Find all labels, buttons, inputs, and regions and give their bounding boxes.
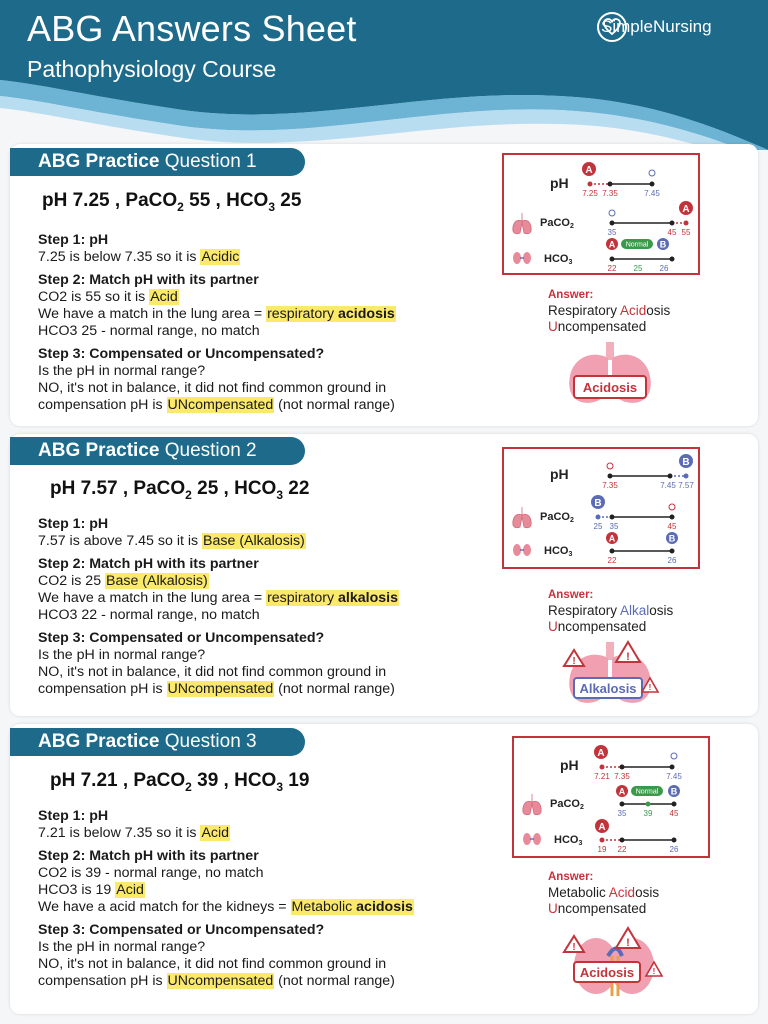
svg-text:A: A bbox=[585, 165, 593, 176]
banner-rest: Question 1 bbox=[159, 151, 257, 172]
svg-text:45: 45 bbox=[667, 228, 677, 237]
answer-3: Answer: Metabolic Acidosis Uncompensated bbox=[548, 871, 660, 916]
hco3-label: HCO3 bbox=[544, 253, 573, 266]
svg-text:35: 35 bbox=[609, 522, 619, 531]
acidosis-lungs-illustration bbox=[564, 340, 656, 413]
svg-text:7.57: 7.57 bbox=[678, 481, 694, 490]
svg-text:Alkalosis: Alkalosis bbox=[579, 681, 637, 696]
svg-text:!: ! bbox=[626, 937, 630, 949]
kidneys-icon bbox=[513, 252, 531, 264]
page-subtitle: Pathophysiology Course bbox=[27, 56, 277, 82]
question-banner bbox=[10, 148, 305, 176]
svg-text:7.35: 7.35 bbox=[602, 189, 618, 198]
brand-name: SimpleNursing bbox=[601, 17, 712, 36]
svg-text:45: 45 bbox=[669, 809, 679, 818]
svg-text:B: B bbox=[668, 533, 676, 544]
svg-text:B: B bbox=[659, 239, 667, 250]
step-text: HCO3 25 - normal range, no match bbox=[38, 323, 260, 339]
question-banner: ABG Practice Question 3 bbox=[10, 728, 305, 756]
svg-text:Acidosis: Acidosis bbox=[582, 380, 638, 395]
svg-text:HCO3: HCO3 bbox=[544, 545, 573, 558]
svg-text:!: ! bbox=[572, 656, 576, 667]
svg-text:!: ! bbox=[648, 683, 652, 692]
abg-diagram-3 bbox=[512, 736, 710, 858]
step-text: 7.25 is below 7.35 so it is Acidic bbox=[38, 249, 240, 265]
svg-text:A: A bbox=[682, 204, 690, 215]
svg-text:Normal: Normal bbox=[625, 241, 649, 249]
svg-text:B: B bbox=[670, 786, 678, 797]
svg-text:PaCO2: PaCO2 bbox=[550, 798, 584, 811]
svg-text:!: ! bbox=[652, 967, 656, 976]
step-heading: Step 2: Match pH with its partner bbox=[38, 272, 259, 288]
svg-text:35: 35 bbox=[617, 809, 627, 818]
answer-1: Answer: Respiratory Acidosis Uncompensated bbox=[548, 289, 671, 334]
svg-text:7.25: 7.25 bbox=[582, 189, 598, 198]
svg-text:7.45: 7.45 bbox=[660, 481, 676, 490]
svg-text:22: 22 bbox=[607, 556, 617, 565]
svg-text:7.45: 7.45 bbox=[666, 772, 682, 781]
svg-text:25: 25 bbox=[633, 264, 643, 273]
svg-text:19: 19 bbox=[597, 845, 607, 854]
svg-text:Normal: Normal bbox=[635, 788, 659, 796]
step-text: We have a match in the lung area = respiratory acidosis bbox=[38, 306, 395, 322]
svg-text:B: B bbox=[682, 457, 690, 468]
svg-text:39: 39 bbox=[643, 809, 653, 818]
svg-text:26: 26 bbox=[667, 556, 677, 565]
svg-text:!: ! bbox=[572, 942, 576, 953]
svg-text:25: 25 bbox=[593, 522, 603, 531]
svg-text:7.45: 7.45 bbox=[644, 189, 660, 198]
page-header bbox=[0, 0, 768, 150]
step-text: NO, it's not in balance, it did not find common ground in bbox=[38, 380, 387, 396]
svg-text:HCO3: HCO3 bbox=[554, 834, 583, 847]
svg-text:45: 45 bbox=[667, 522, 677, 531]
svg-text:A: A bbox=[608, 533, 616, 544]
svg-text:35: 35 bbox=[607, 228, 617, 237]
svg-text:22: 22 bbox=[617, 845, 627, 854]
solution-steps: Step 1: pH 7.21 is below 7.35 so it is Acid Step 2: Match pH with its partner CO2 is 39 - normal range, no match HCO3 is 19 Acid We have a acid match for the kidneys = Metabolic acidosis Step 3: Compensated or Uncompensated? Is the pH in normal range? NO, it's not in balance, it did not find common ground in compensation pH is UNcompensated (not normal range) bbox=[38, 808, 413, 989]
svg-text:PaCO2: PaCO2 bbox=[540, 511, 574, 524]
svg-text:7.21: 7.21 bbox=[594, 772, 610, 781]
step-text: compensation pH is UNcompensated (not normal range) bbox=[38, 397, 395, 413]
step-heading: Step 3: Compensated or Uncompensated? bbox=[38, 346, 325, 362]
question-banner: ABG Practice Question 2 bbox=[10, 437, 305, 465]
answer-2: Answer: Respiratory Alkalosis Uncompensated bbox=[548, 589, 674, 634]
svg-text:7.35: 7.35 bbox=[614, 772, 630, 781]
svg-text:26: 26 bbox=[659, 264, 669, 273]
ph-label: pH bbox=[550, 175, 569, 191]
svg-text:26: 26 bbox=[669, 845, 679, 854]
svg-text:A: A bbox=[608, 239, 616, 250]
abg-diagram-1 bbox=[502, 153, 700, 275]
svg-text:7.35: 7.35 bbox=[602, 481, 618, 490]
abg-values: pH 7.57 , PaCO$_2$ 25 , $HCO_3$ 22 bbox=[50, 478, 310, 502]
svg-text:pH: pH bbox=[550, 466, 569, 482]
step-heading: Step 1: pH bbox=[38, 232, 109, 248]
acidosis-kidneys-illustration bbox=[562, 926, 666, 1003]
lungs-icon bbox=[513, 213, 531, 234]
svg-text:Acidosis: Acidosis bbox=[579, 965, 635, 980]
step-text: CO2 is 55 so it is Acid bbox=[38, 289, 178, 305]
svg-text:!: ! bbox=[626, 651, 630, 663]
alkalosis-lungs-illustration bbox=[562, 640, 662, 717]
paco2-label: PaCO2 bbox=[540, 217, 574, 230]
brand-logo bbox=[596, 11, 712, 43]
svg-text:A: A bbox=[618, 786, 626, 797]
svg-text:A: A bbox=[597, 748, 605, 759]
step-text: Is the pH in normal range? bbox=[38, 363, 206, 379]
svg-text:55: 55 bbox=[681, 228, 691, 237]
solution-steps: Step 1: pH 7.57 is above 7.45 so it is Base (Alkalosis) Step 2: Match pH with its partner CO2 is 25 Base (Alkalosis) We have a match in the lung area = respiratory alkalosis HCO3 22 - normal range, no match Step 3: Compensated or Uncompensated? Is the pH in normal range? NO, it's not in balance, it did not find common ground in compensation pH is UNcompensated (not normal range) bbox=[38, 516, 398, 697]
abg-diagram-2 bbox=[502, 447, 700, 569]
page-title: ABG Answers Sheet bbox=[27, 8, 357, 49]
svg-text:B: B bbox=[594, 498, 602, 509]
svg-text:pH: pH bbox=[560, 757, 579, 773]
abg-values: pH 7.21 , PaCO$_2$ 39 , $HCO_3$ 19 bbox=[50, 770, 310, 794]
banner-bold: ABG Practice bbox=[38, 151, 160, 172]
svg-text:A: A bbox=[598, 822, 606, 833]
stethoscope-heart-icon bbox=[596, 11, 628, 43]
solution-steps bbox=[38, 232, 478, 414]
abg-values: pH 7.25 , PaCO$_2$ 55 , $HCO_3$ 25 bbox=[42, 190, 302, 214]
svg-text:22: 22 bbox=[607, 264, 617, 273]
